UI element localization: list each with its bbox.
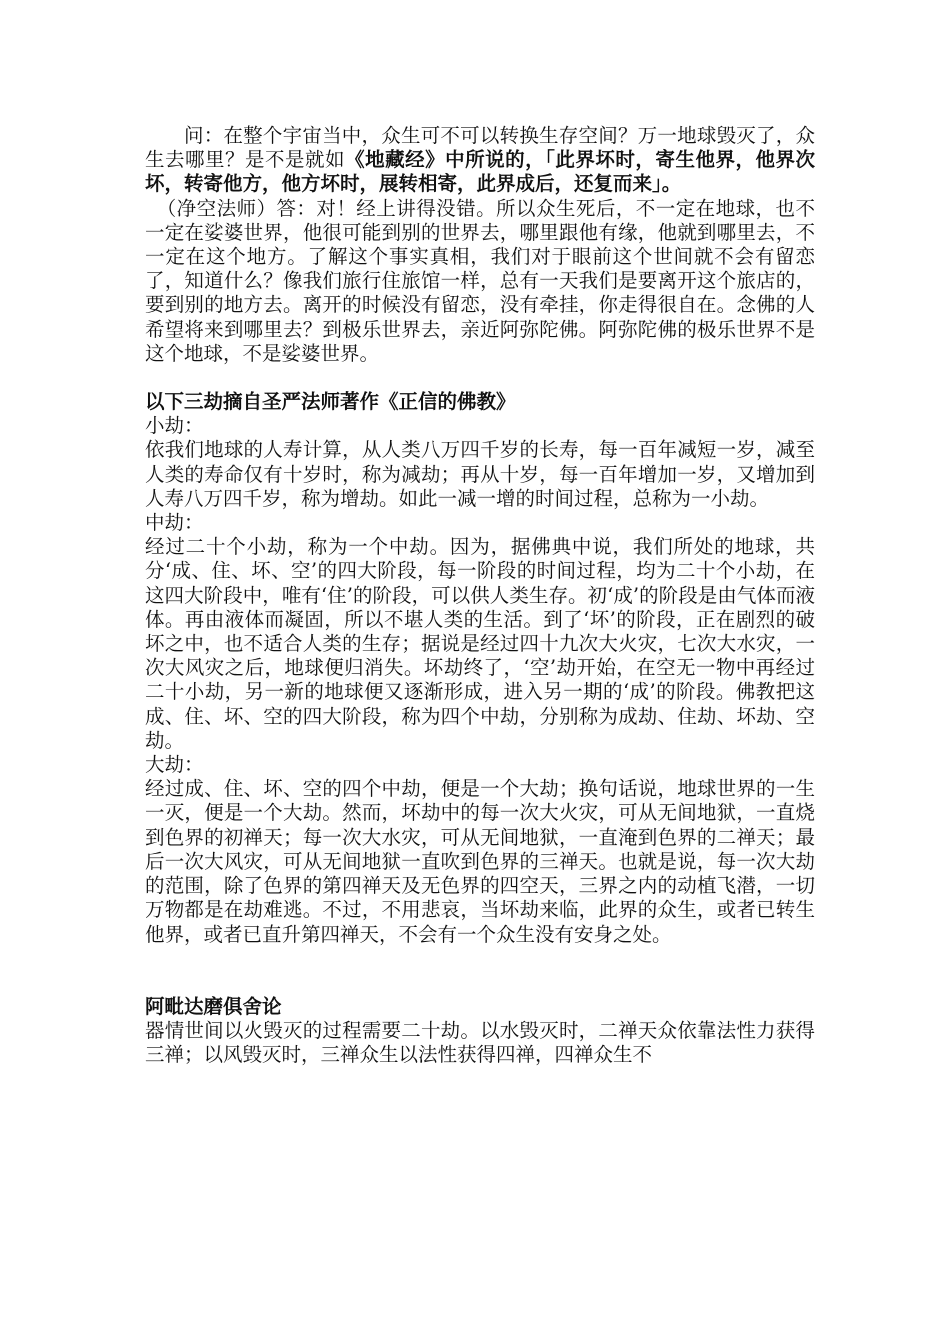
large-kalpa-text: 经过成、住、坏、空的四个中劫，便是一个大劫；换句话说，地球世界的一生一灭，便是一个大劫。然而，坏劫中的每一次大火灾，可从无间地狱，一直烧到色界的初禅天；每一次大水灾，可从无间地狱，一直淹到色界的二禅天；最后一次大风灾，可从无间地狱一直吹到色界的三禅天。也就是说，每一次大劫的范围，除了色界的第四禅天及无色界的四空天，三界之内的动植飞潜，一切万物都是在劫难逃。不过，不用悲哀，当坏劫来临，此界的众生，或者已转生他界，或者已直升第四禅天，不会有一个众生没有安身之处。: [145, 777, 815, 946]
answer-paragraph: （净空法师）答：对！经上讲得没错。所以众生死后，不一定在地球，也不一定在娑婆世界，他很可能到别的世界去，哪里跟他有缘，他就到哪里去，不一定在这个地方。了解这个事实真相，我们对于眼前这个世间就不会有留恋了，知道什么？像我们旅行住旅馆一样，总有一天我们是要离开这个旅店的，要到别的地方去。离开的时候没有留恋，没有牵挂，你走得很自在。念佛的人希望将来到哪里去？到极乐世界去，亲近阿弥陀佛。阿弥陀佛的极乐世界不是这个地球，不是娑婆世界。: [145, 196, 815, 365]
kalpa-section-heading: 以下三劫摘自圣严法师著作《正信的佛教》: [145, 390, 516, 414]
medium-kalpa-label: 中劫：: [145, 511, 204, 535]
paragraph-gap: [145, 366, 815, 390]
abhidharma-heading: 阿毗达磨俱舍论: [145, 994, 282, 1018]
medium-kalpa-text: 经过二十个小劫，称为一个中劫。因为，据佛典中说，我们所处的地球，共分‘成、住、坏、空’的四大阶段，每一阶段的时间过程，均为二十个小劫，在这四大阶段中，唯有‘住’的阶段，可以供人类生存。初‘成’的阶段是由气体而液体。再由液体而凝固，所以不堪人类的生活。到了‘坏’的阶段，正在剧烈的破坏之中，也不适合人类的生存；据说是经过四十九次大火灾，七次大水灾，一次大风灾之后，地球便归消失。坏劫终了，‘空’劫开始，在空无一物中再经过二十小劫，另一新的地球便又逐渐形成，进入另一期的‘成’的阶段。佛教把这成、住、坏、空的四大阶段，称为四个中劫，分别称为成劫、住劫、坏劫、空劫。: [145, 535, 815, 752]
small-kalpa-text: 依我们地球的人寿计算，从人类八万四千岁的长寿，每一百年减短一岁，减至人类的寿命仅有十岁时，称为减劫；再从十岁，每一百年增加一岁，又增加到人寿八万四千岁，称为增劫。如此一减一增的时间过程，总称为一小劫。: [145, 438, 815, 510]
document-page: [145, 124, 815, 1067]
abhidharma-text: 器情世间以火毁灭的过程需要二十劫。以水毁灭时，二禅天众依靠法性力获得三禅；以风毁灭时，三禅众生以法性获得四禅，四禅众生不: [145, 1018, 815, 1067]
small-kalpa-label: 小劫：: [145, 414, 204, 438]
question-paragraph: [145, 124, 815, 197]
large-kalpa-label: 大劫：: [145, 753, 204, 777]
question-text: 问：在整个宇宙当中，众生可不可以转换生存空间？万一地球毁灭了，众生去哪里？是不是就如: [145, 124, 815, 172]
section-gap: [145, 947, 815, 995]
sutra-quote: 《地藏经》中所说的，「此界坏时，寄生他界，他界次坏，转寄他方，他方坏时，展转相寄，此界成后，还复而来」。: [145, 148, 815, 196]
